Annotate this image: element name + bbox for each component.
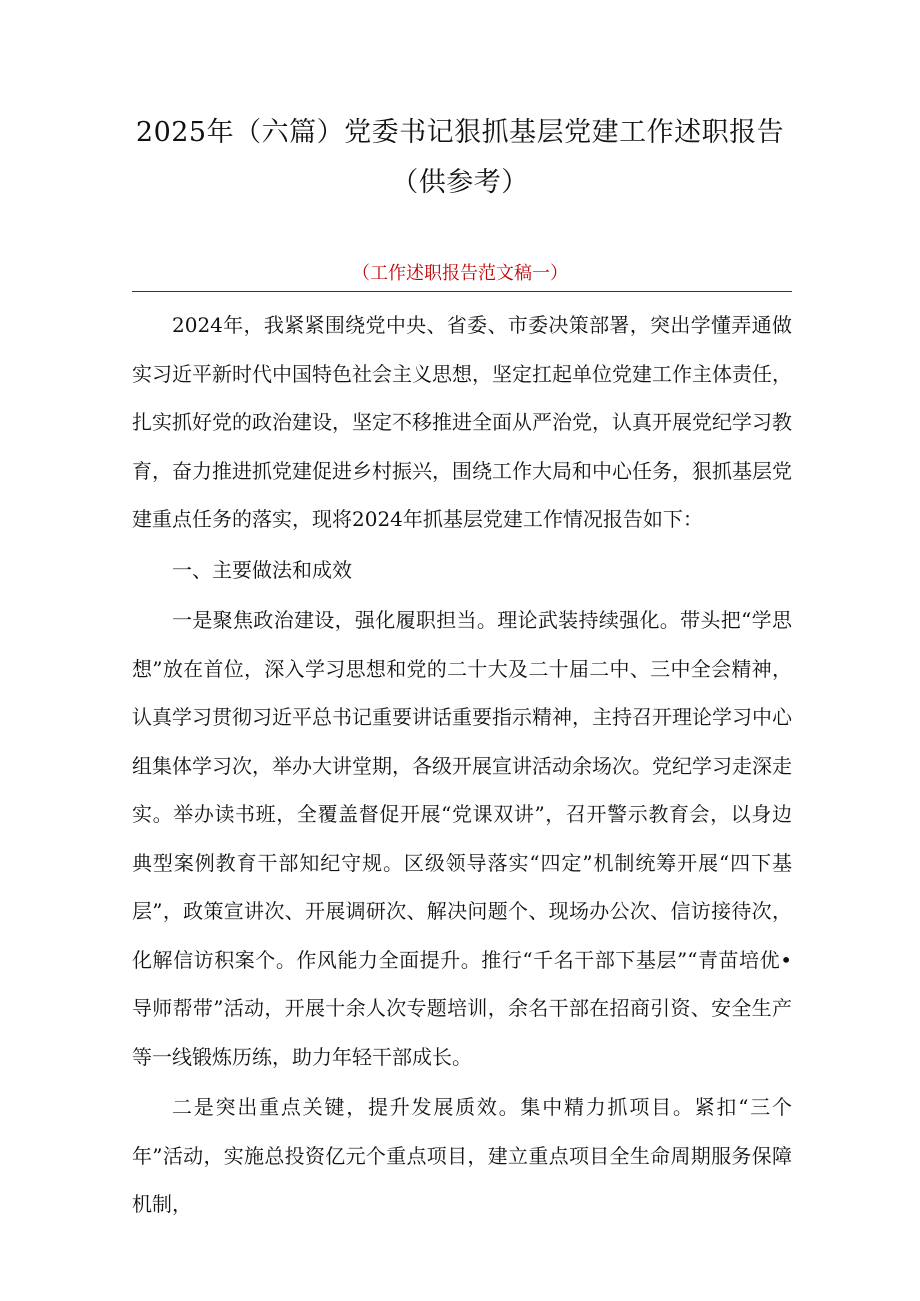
intro-paragraph: 2024年，我紧紧围绕党中央、省委、市委决策部署，突出学懂弄通做实习近平新时代中国特色社会主义思想，坚定扛起单位党建工作主体责任，扎实抓好党的政治建设，坚定不移推进全面从严治党，认真开展党纪学习教育，奋力推进抓党建促进乡村振兴，围绕工作大局和中心任务，狠抓基层党建重点任务的落实，现将2024年抓基层党建工作情况报告如下：: [132, 313, 792, 531]
document-body: [132, 301, 792, 1229]
document-title-note: （供参考）: [391, 167, 529, 198]
body-paragraph: 二是突出重点关键，提升发展质效。集中精力抓项目。紧扣“三个年”活动，实施总投资亿元个重点项目，建立重点项目全生命周期服务保障机制，: [132, 1095, 792, 1216]
section-heading: 一、主要做法和成效: [172, 557, 352, 582]
subtitle-divider: [132, 291, 792, 292]
document-subtitle: （工作述职报告范文稿一）: [352, 263, 568, 284]
document-title: 2025年（六篇）党委书记狠抓基层党建工作述职报告: [135, 117, 785, 148]
body-paragraph: 一是聚焦政治建设，强化履职担当。理论武装持续强化。带头把“学思想”放在首位，深入学习思想和党的二十大及二十届二中、三中全会精神，认真学习贯彻习近平总书记重要讲话重要指示精神，主持召开理论学习中心组集体学习次，举办大讲堂期，各级开展宣讲活动余场次。党纪学习走深走实。举办读书班，全覆盖督促开展“党课双讲”，召开警示教育会，以身边典型案例教育干部知纪守规。区级领导落实“四定”机制统筹开展“四下基层”，政策宣讲次、开展调研次、解决问题个、现场办公次、信访接待次，化解信访积案个。作风能力全面提升。推行“千名干部下基层”“青苗培优•导师帮带”活动，开展十余人次专题培训，余名干部在招商引资、安全生产等一线锻炼历练，助力年轻干部成长。: [132, 608, 792, 1069]
